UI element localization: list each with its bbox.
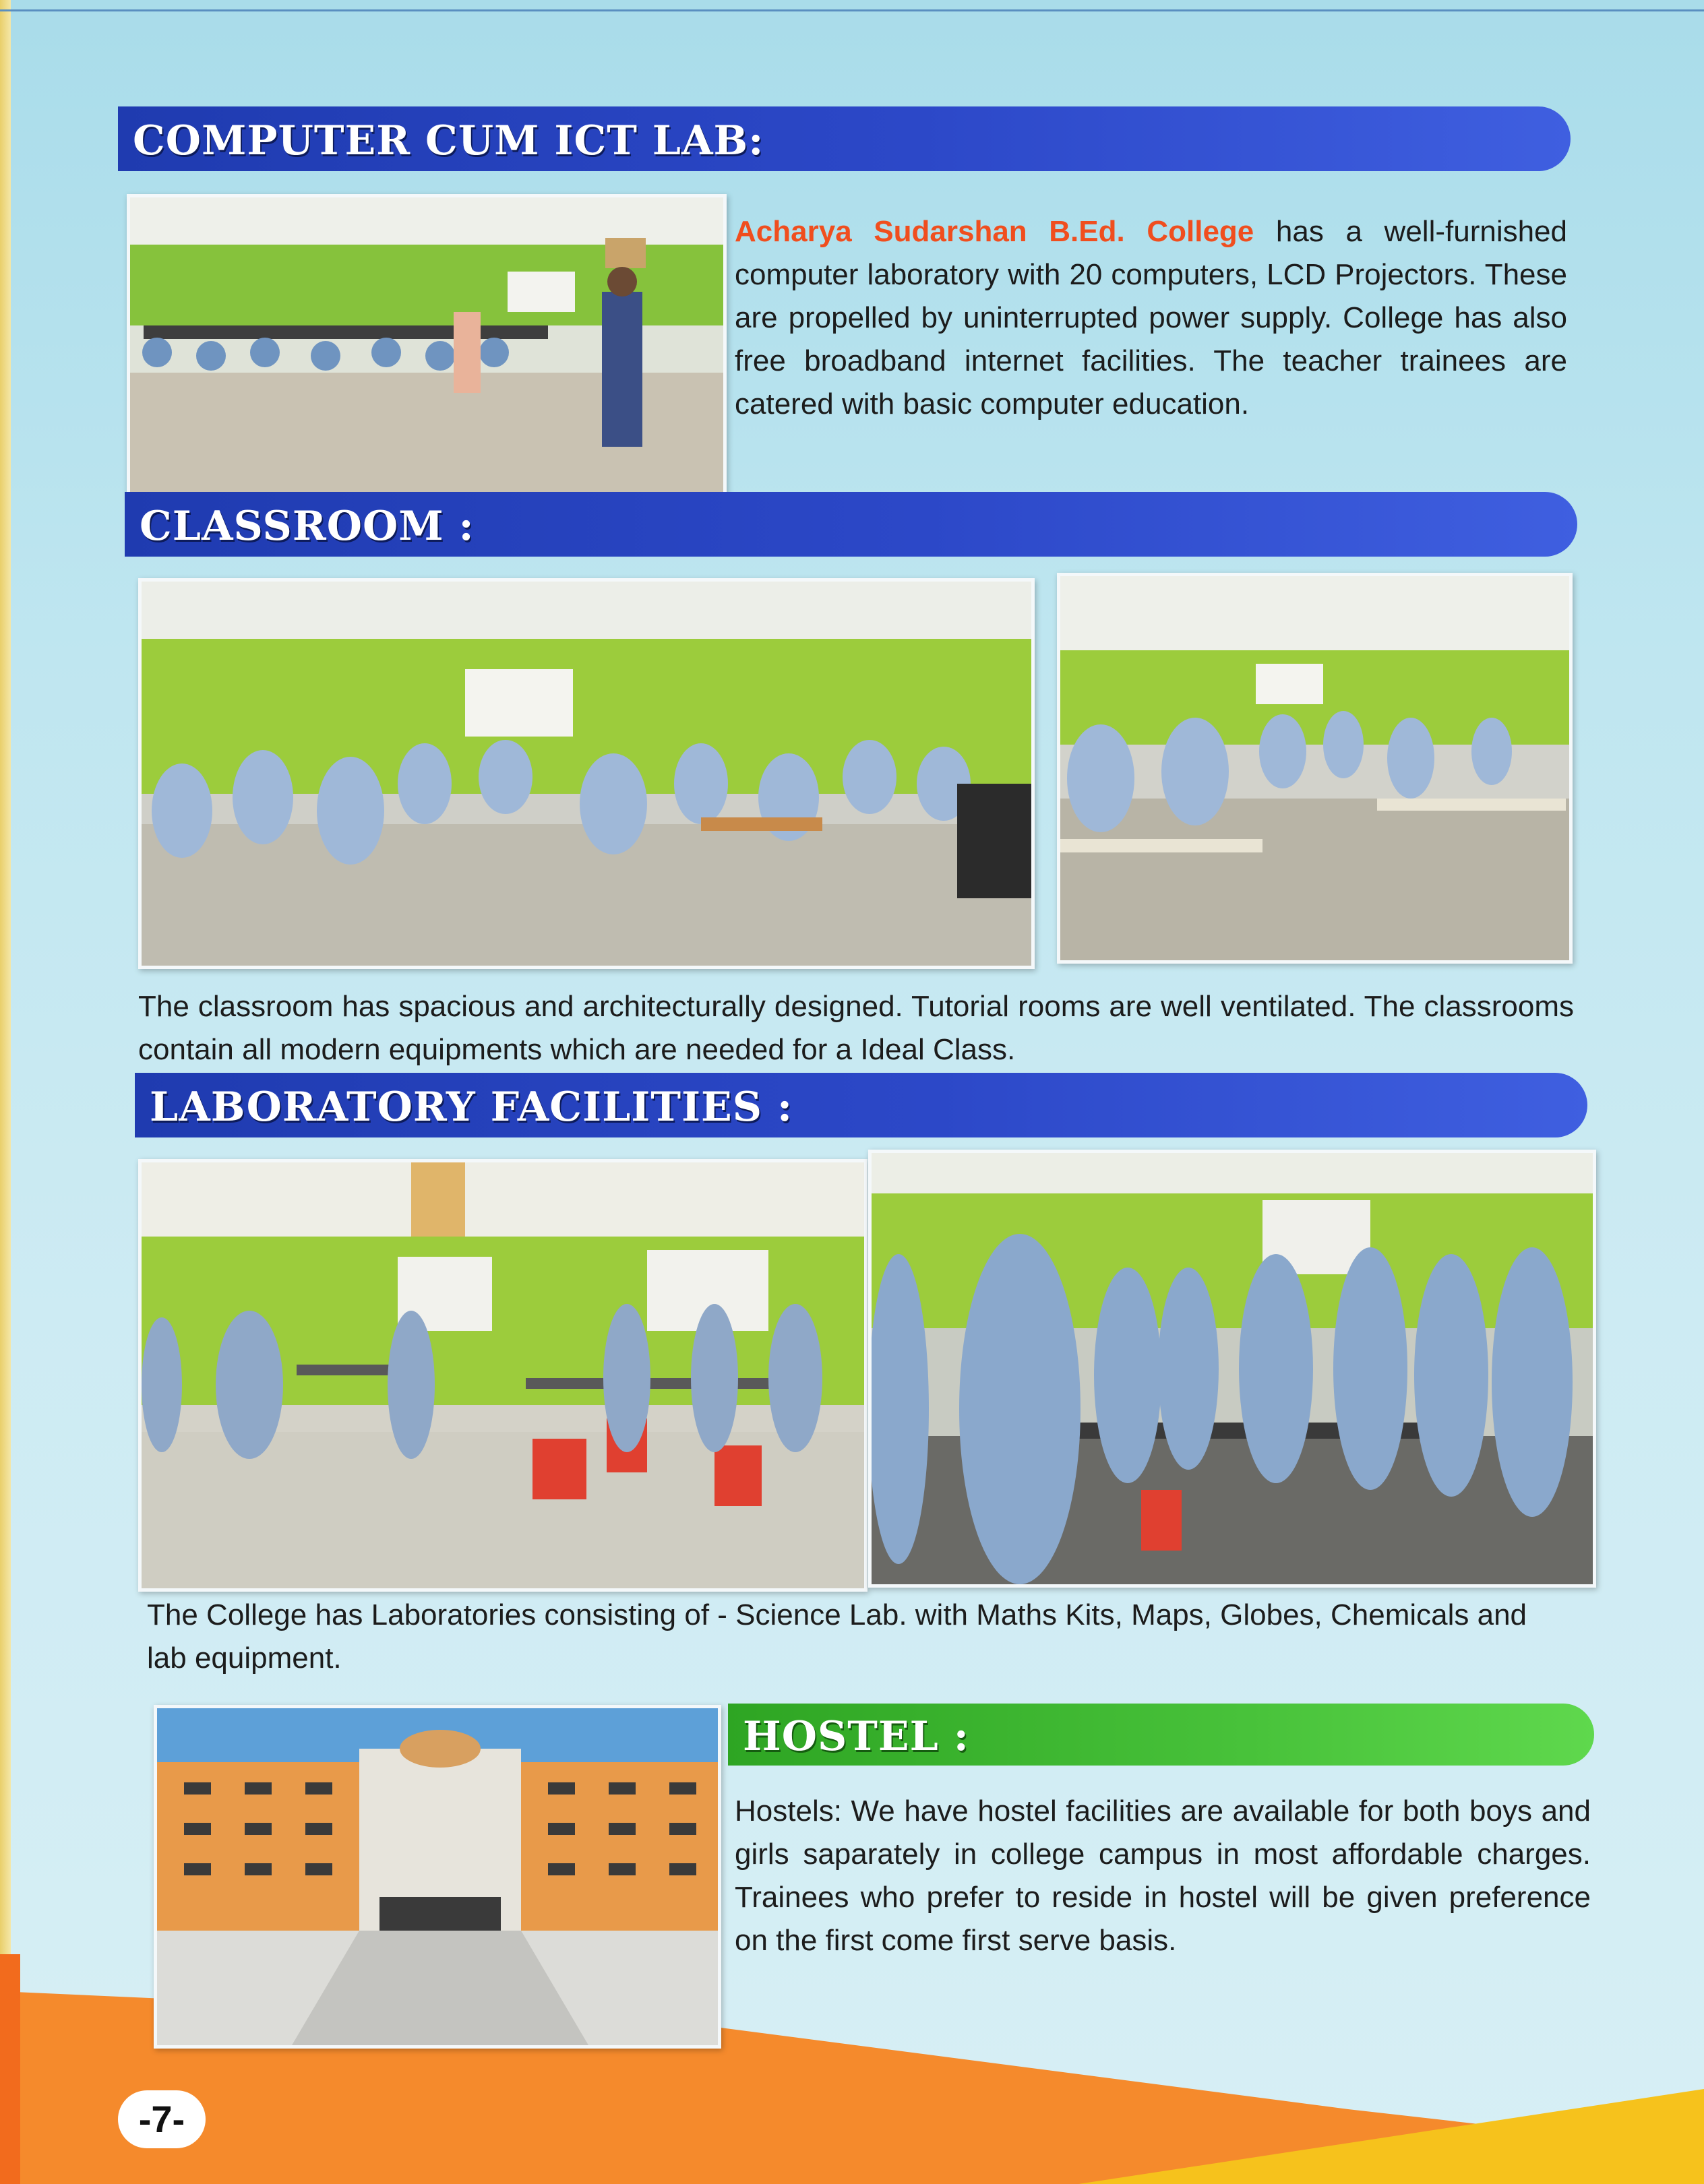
- laboratory-paragraph: The College has Laboratories consisting of - Science Lab. with Maths Kits, Maps, Globes, Chemicals and lab equipment.: [147, 1598, 1527, 1675]
- page-edge-strip: [0, 0, 11, 2184]
- laboratory-heading: LABORATORY FACILITIES :: [150, 1084, 793, 1131]
- top-rule: [0, 9, 1704, 11]
- college-name: Acharya Sudarshan B.Ed. College: [735, 215, 1254, 248]
- computer-lab-text: has a well-furnished computer laboratory with 20 computers, LCD Projectors. These are propelled by uninterrupted power supply. College has also free broadband internet facilities. The teacher trainees are catered with basic computer education.: [735, 215, 1568, 420]
- page-number: -7-: [118, 2090, 206, 2148]
- laboratory-banner: [135, 1073, 1587, 1137]
- hostel-banner: [728, 1704, 1594, 1766]
- computer-lab-heading: COMPUTER CUM ICT LAB:: [133, 117, 764, 164]
- classroom-heading: CLASSROOM :: [140, 503, 475, 550]
- classroom-photo-right: [1057, 573, 1573, 964]
- classroom-banner: [125, 492, 1577, 557]
- laboratory-photo-left: [138, 1159, 868, 1592]
- hostel-paragraph: Hostels: We have hostel facilities are available for both boys and girls saparately in college campus in most affordable charges. Trainees who prefer to reside in hostel will be given preference on the first come first serve basis.: [735, 1795, 1591, 1957]
- hostel-photo: [154, 1705, 721, 2049]
- laboratory-photo-right: [868, 1150, 1596, 1588]
- classroom-photo-left: [138, 578, 1035, 969]
- hostel-heading: HOSTEL :: [743, 1713, 969, 1760]
- computer-lab-banner: [118, 106, 1571, 171]
- computer-lab-paragraph: [735, 210, 1567, 426]
- classroom-paragraph: The classroom has spacious and architecturally designed. Tutorial rooms are well ventilated. The classrooms contain all modern equipments which are needed for a Ideal Class.: [138, 990, 1574, 1066]
- computer-lab-photo: [127, 194, 727, 497]
